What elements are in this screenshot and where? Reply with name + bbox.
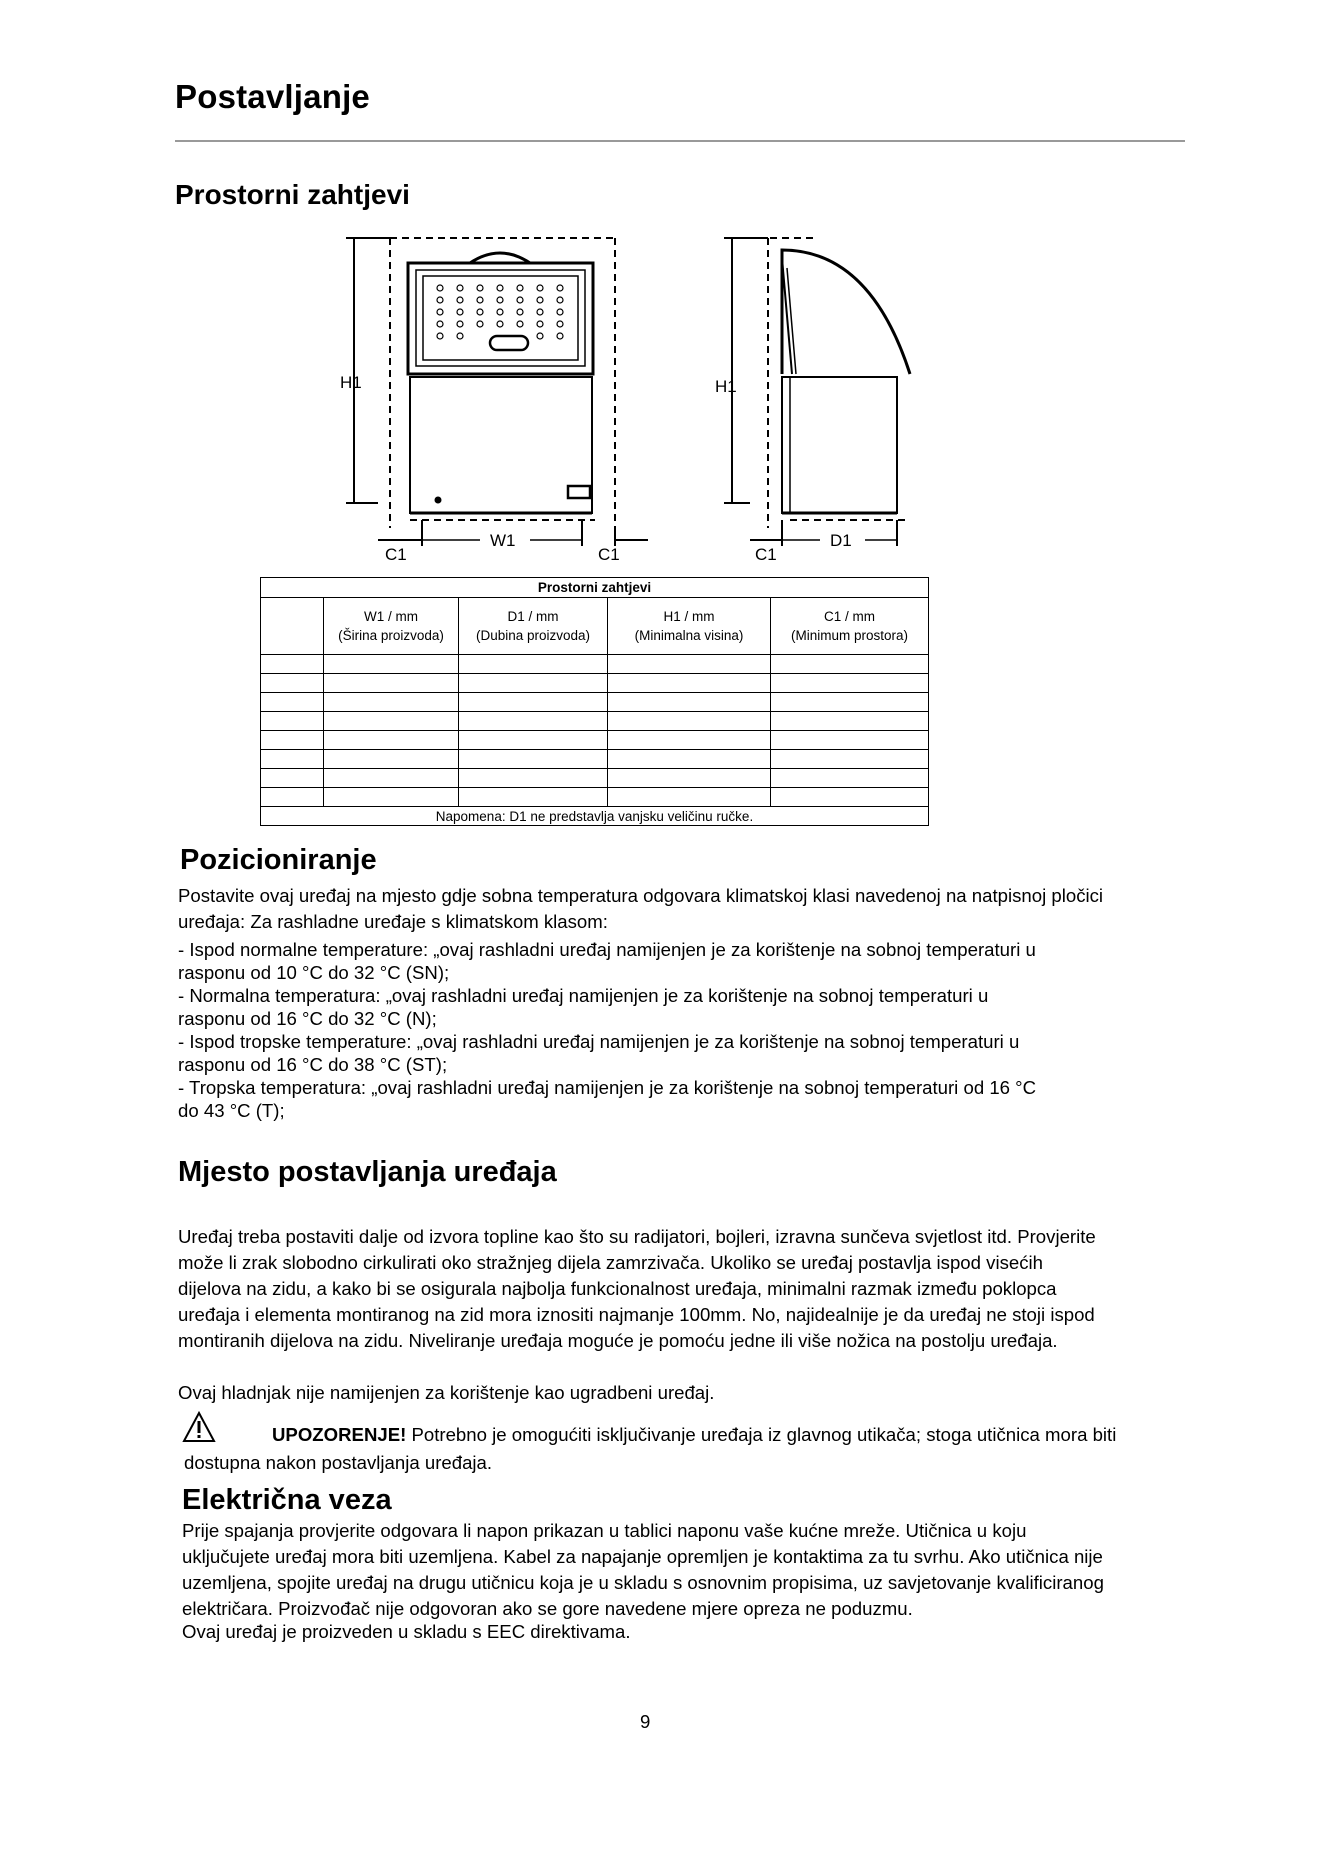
- warning-icon: [182, 1411, 216, 1443]
- page-number: 9: [640, 1711, 651, 1732]
- table-row: [261, 731, 929, 750]
- space-requirements-diagram: [330, 228, 930, 573]
- col-header-h1: H1 / mm (Minimalna visina): [608, 598, 771, 655]
- table-corner-cell: [261, 598, 324, 655]
- heading-positioning: Pozicioniranje: [180, 844, 377, 876]
- label-h1-side: H1: [715, 377, 737, 396]
- positioning-intro: Postavite ovaj uređaj na mjesto gdje sobna temperatura odgovara klimatskoj klasi navedenoj na natpisnoj pločici uređaja: Za rashladne uređaje s klimatskom klasom:: [178, 885, 1104, 932]
- col-header-w1: W1 / mm (Širina proizvoda): [324, 598, 459, 655]
- warning-text: UPOZORENJE! Potrebno je omogućiti isključivanje uređaja iz glavnog utikača; stoga utičnica mora biti: [272, 1424, 1117, 1445]
- label-c1-side: C1: [755, 545, 777, 564]
- positioning-list: - Ispod normalne temperature: „ovaj rashladni uređaj namijenjen je za korištenje na sobnoj temperaturi u rasponu od 10 °C do 32 °C (SN); - Normalna temperatura: „ovaj rashladni uređaj namijenjen je za korištenje na sobnoj temperaturi u rasponu od 16 °C do 32 °C (N); - Ispod tropske temperature: „ovaj rashladni uređaj namijenjen je za korištenje na sobnoj temperaturi u rasponu od 16 °C do 38 °C (ST); - Tropska temperatura: „ovaj rashladni uređaj namijenjen je za korištenje na sobnoj temperaturi od 16 °C do 43 °C (T);: [178, 939, 1037, 1121]
- table-row: [261, 750, 929, 769]
- table-title: Prostorni zahtjevi: [261, 578, 929, 598]
- table-row: [261, 674, 929, 693]
- location-paragraph: Uređaj treba postaviti dalje od izvora topline kao što su radijatori, bojleri, izravna sunčeva svjetlost itd. Provjerite može li zrak slobodno cirkulirati oko stražnjeg dijela zamrzivača. Ukoliko se uređaj postavlja ispod visećih dijelova na zidu, a kako bi se osigurala najbolja funkcionalnost uređaja, minimalni razmak između poklopca uređaja i elementa montiranog na zid mora iznositi najmanje 100mm. No, najidealnije je da uređaj ne stoji ispod montiranih dijelova na zidu. Niveliranje uređaja moguće je pomoću jedne ili više nožica na postolju uređaja.: [178, 1226, 1096, 1351]
- label-c1-left: C1: [385, 545, 407, 564]
- space-requirements-table: [260, 577, 929, 826]
- label-c1-right: C1: [598, 545, 620, 564]
- table-row: [261, 712, 929, 731]
- warning-label: UPOZORENJE!: [272, 1424, 407, 1445]
- title-divider: [175, 140, 1185, 142]
- warning-text-line2: dostupna nakon postavljanja uređaja.: [184, 1452, 493, 1473]
- electrical-paragraph: Prije spajanja provjerite odgovara li napon prikazan u tablici naponu vaše kućne mreže. Utičnica u koju uključujete uređaj mora biti uzemljena. Kabel za napajanje opremljen je kontaktima za tu svrhu. Ako utičnica nije uzemljena, spojite uređaj na drugu utičnicu koja je u skladu s osnovnim propisima, uz savjetovanje kvalificiranog električara. Proizvođač nije odgovoran ako se gore navedene mjere opreza ne poduzmu.: [182, 1520, 1104, 1619]
- builtin-note: Ovaj hladnjak nije namijenjen za korištenje kao ugradbeni uređaj.: [178, 1382, 715, 1403]
- label-d1: D1: [830, 531, 852, 550]
- table-row: [261, 769, 929, 788]
- table-row: [261, 655, 929, 674]
- label-h1-front: H1: [340, 373, 362, 392]
- eec-note: Ovaj uređaj je proizveden u skladu s EEC direktivama.: [182, 1621, 631, 1642]
- page-title: Postavljanje: [175, 78, 370, 115]
- heading-space-requirements: Prostorni zahtjevi: [175, 179, 410, 210]
- label-w1: W1: [490, 531, 516, 550]
- col-header-c1: C1 / mm (Minimum prostora): [771, 598, 929, 655]
- col-header-d1: D1 / mm (Dubina proizvoda): [459, 598, 608, 655]
- table-row: [261, 788, 929, 807]
- heading-electrical-connection: Električna veza: [182, 1484, 392, 1516]
- heading-installation-location: Mjesto postavljanja uređaja: [178, 1156, 557, 1188]
- table-row: [261, 693, 929, 712]
- table-note: Napomena: D1 ne predstavlja vanjsku veličinu ručke.: [261, 807, 929, 826]
